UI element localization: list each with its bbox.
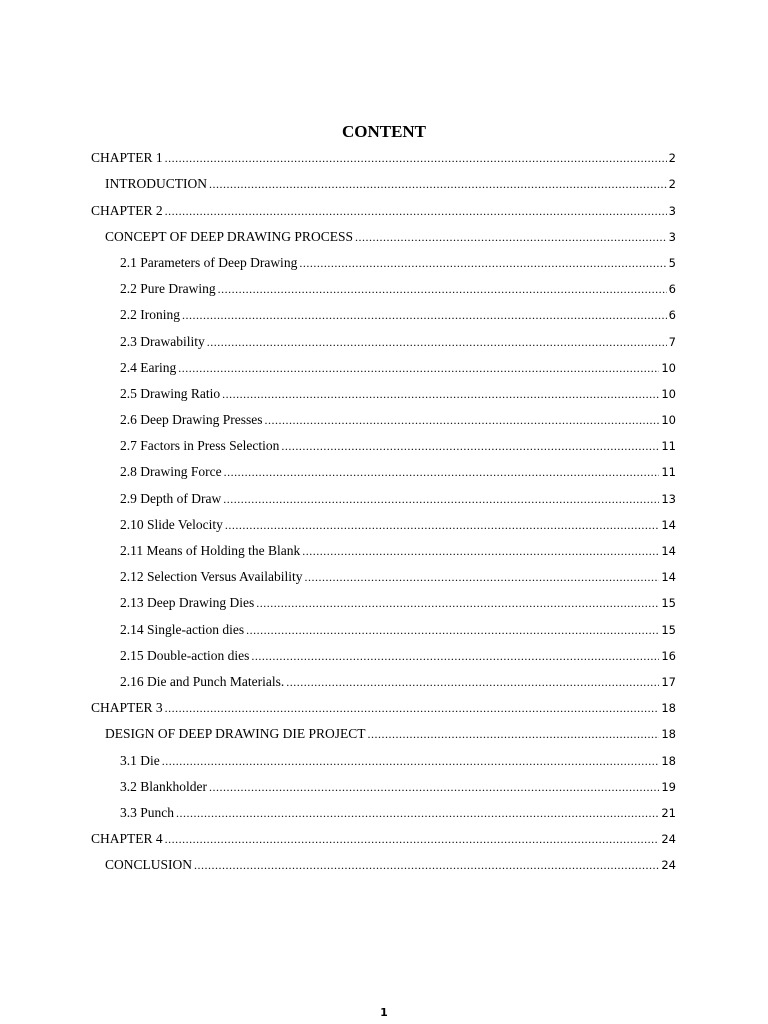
toc-entry[interactable]	[91, 562, 676, 588]
toc-entry-page: 17	[661, 674, 676, 689]
toc-entry-label: 3.2 Blankholder	[120, 778, 207, 794]
toc-entry-page: 15	[661, 596, 676, 611]
toc-dot-leader	[368, 725, 660, 745]
toc-entry-label: 2.9 Depth of Draw	[120, 490, 222, 506]
toc-entry[interactable]	[91, 431, 676, 457]
toc-entry[interactable]	[91, 195, 676, 221]
toc-dot-leader	[165, 699, 660, 719]
toc-dot-leader	[165, 830, 660, 850]
toc-entry-label: 2.2 Ironing	[120, 307, 180, 323]
toc-entry-label: 2.3 Drawability	[120, 333, 205, 349]
toc-entry-page: 10	[661, 360, 676, 375]
toc-entry[interactable]	[91, 274, 676, 300]
toc-dot-leader	[176, 804, 659, 824]
toc-entry-page: 14	[661, 570, 676, 585]
toc-entry-page: 7	[668, 334, 676, 349]
toc-dot-leader	[218, 280, 667, 300]
toc-dot-leader	[246, 621, 659, 641]
toc-entry-label: CHAPTER 3	[91, 700, 163, 716]
toc-dot-leader	[281, 437, 659, 457]
toc-entry-page: 5	[668, 255, 676, 270]
toc-entry[interactable]	[91, 745, 676, 771]
toc-entry-label: CONCEPT OF DEEP DRAWING PROCESS	[105, 228, 353, 244]
toc-entry-label: 3.1 Die	[120, 752, 160, 768]
toc-entry-page: 6	[668, 308, 676, 323]
toc-entry-label: 2.15 Double-action dies	[120, 647, 250, 663]
toc-entry-label: 2.16 Die and Punch Materials.	[120, 673, 285, 689]
toc-entry[interactable]	[91, 248, 676, 274]
toc-entry-page: 10	[661, 386, 676, 401]
toc-dot-leader	[264, 411, 659, 431]
toc-entry-page: 19	[661, 779, 676, 794]
toc-dot-leader	[225, 516, 659, 536]
toc-dot-leader	[165, 149, 667, 169]
toc-entry[interactable]	[91, 353, 676, 379]
toc-entry-label: 2.6 Deep Drawing Presses	[120, 412, 263, 428]
toc-entry-page: 14	[661, 544, 676, 558]
toc-entry-label: 2.12 Selection Versus Availability	[120, 569, 303, 585]
toc-entry[interactable]	[91, 300, 676, 326]
toc-entry[interactable]	[91, 850, 676, 876]
toc-entry-page: 3	[668, 203, 676, 218]
toc-entry[interactable]	[91, 588, 676, 614]
toc-entry-label: 2.7 Factors in Press Selection	[120, 438, 280, 454]
toc-entry-label: DESIGN OF DEEP DRAWING DIE PROJECT	[105, 726, 366, 742]
toc-entry-page: 13	[661, 491, 676, 506]
toc-entry[interactable]	[91, 405, 676, 431]
toc-entry-page: 15	[661, 622, 676, 637]
toc-entry-page: 24	[661, 858, 676, 873]
toc-dot-leader	[194, 856, 659, 876]
toc-dot-leader	[222, 385, 659, 405]
toc-entry-label: 3.3 Punch	[120, 804, 174, 820]
toc-entry-label: CHAPTER 1	[91, 150, 163, 166]
toc-entry[interactable]	[91, 143, 676, 169]
toc-entry-page: 11	[661, 465, 676, 480]
toc-entry[interactable]	[91, 824, 676, 850]
toc-entry-label: INTRODUCTION	[105, 176, 207, 192]
toc-dot-leader	[224, 463, 660, 483]
toc-entry[interactable]	[91, 798, 676, 824]
toc-dot-leader	[209, 175, 667, 195]
toc-entry-page: 21	[661, 805, 676, 820]
toc-entry-label: 2.13 Deep Drawing Dies	[120, 595, 255, 611]
toc-entry[interactable]	[91, 222, 676, 248]
page-title: CONTENT	[341, 122, 427, 141]
toc-entry-label: CONCLUSION	[105, 857, 193, 873]
toc-entry-page: 16	[661, 648, 676, 663]
toc-entry-page: 24	[661, 832, 676, 847]
toc-entry-label: CHAPTER 4	[91, 831, 163, 847]
toc-entry-label: 2.5 Drawing Ratio	[120, 385, 221, 401]
toc-entry[interactable]	[91, 326, 676, 352]
toc-dot-leader	[286, 673, 659, 693]
toc-entry[interactable]	[91, 693, 676, 719]
toc-dot-leader	[355, 228, 667, 248]
toc-entry-label: 2.4 Earing	[120, 359, 177, 375]
toc-entry-page: 3	[668, 229, 676, 244]
toc-dot-leader	[251, 647, 659, 667]
toc-entry[interactable]	[91, 510, 676, 536]
toc-entry[interactable]	[91, 641, 676, 667]
toc-entry-label: 2.1 Parameters of Deep Drawing	[120, 254, 298, 270]
toc-entry-label: 2.2 Pure Drawing	[120, 281, 216, 297]
toc-entry-page: 18	[661, 701, 676, 716]
toc-entry-page: 14	[661, 517, 676, 532]
toc-entry-label: 2.8 Drawing Force	[120, 464, 222, 480]
toc-dot-leader	[302, 542, 659, 562]
toc-entry-page: 6	[668, 282, 676, 297]
toc-dot-leader	[209, 778, 659, 798]
toc-entry[interactable]	[91, 614, 676, 640]
toc-dot-leader	[162, 752, 660, 772]
toc-entry-label: 2.10 Slide Velocity	[120, 516, 223, 532]
toc-entry-page: 11	[661, 439, 676, 454]
toc-entry[interactable]	[91, 457, 676, 483]
toc-entry-page: 10	[661, 413, 676, 428]
toc-entry[interactable]	[91, 772, 676, 798]
toc-dot-leader	[178, 359, 659, 379]
toc-entry[interactable]	[91, 667, 676, 693]
toc-entry-label: CHAPTER 2	[91, 202, 163, 218]
toc-dot-leader	[223, 490, 659, 510]
toc-entry-label: 2.14 Single-action dies	[120, 621, 245, 637]
toc-dot-leader	[304, 568, 659, 588]
toc-entry-page: 2	[668, 177, 676, 192]
toc-entry-page: 18	[661, 727, 676, 742]
toc-dot-leader	[182, 306, 667, 326]
toc-entry-page: 18	[661, 753, 676, 768]
toc-entry[interactable]	[91, 536, 676, 562]
toc-dot-leader	[256, 594, 659, 614]
toc-entry-page: 2	[668, 151, 676, 166]
table-of-contents	[91, 143, 676, 876]
toc-dot-leader	[165, 202, 667, 222]
toc-dot-leader	[207, 333, 667, 353]
toc-entry[interactable]	[91, 379, 676, 405]
toc-entry-label: 2.11 Means of Holding the Blank	[120, 543, 301, 558]
toc-entry[interactable]	[91, 483, 676, 509]
page-number: 1	[380, 1006, 388, 1019]
toc-dot-leader	[299, 254, 666, 274]
toc-entry[interactable]	[91, 169, 676, 195]
toc-entry[interactable]	[91, 719, 676, 745]
